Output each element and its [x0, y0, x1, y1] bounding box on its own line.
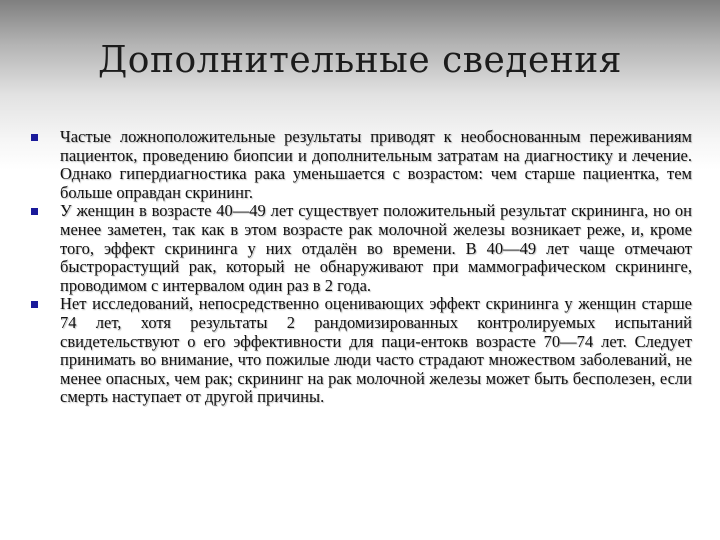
bullet-text: У женщин в возрасте 40—49 лет существует положительный результат скрининга, но он менее заметен, так как в этом возрасте рак молочной железы возникает реже, и, кроме того, эффект скрининга у них отдалён во времени. В 40—49 лет чаще отмечают быстрорастущий рак, который не обнаруживают при маммографическом скрининге, проводимом с интервалом один раз в 2 года.: [60, 201, 692, 295]
bullet-text: Нет исследований, непосредственно оценивающих эффект скрининга у женщин старше 74 лет, хотя результаты 2 рандомизированных контролируемых испытаний свидетельствуют о его эффективности для паци-ентокв возрасте 70—74 лет. Следует принимать во внимание, что пожилые люди часто страдают множеством заболеваний, не менее опасных, чем рак; скрининг на рак молочной железы может быть бесполезен, если смерть наступает от другой причины.: [60, 294, 692, 407]
square-bullet-icon: [31, 208, 38, 215]
bullet-item: [28, 295, 692, 407]
square-bullet-icon: [31, 134, 38, 141]
bullet-item: [28, 202, 692, 295]
bullet-item: [28, 128, 692, 202]
slide-title: Дополнительные сведения: [98, 40, 622, 81]
bullet-list: [28, 128, 692, 407]
square-bullet-icon: [31, 301, 38, 308]
bullet-text: Частые ложноположительные результаты приводят к необоснованным переживаниям пациенток, проведению биопсии и дополнительным затратам на диагностику и лечение. Однако гипердиагностика рака уменьшается с возрастом: чем старше пациентка, тем больше оправдан скрининг.: [60, 127, 692, 202]
